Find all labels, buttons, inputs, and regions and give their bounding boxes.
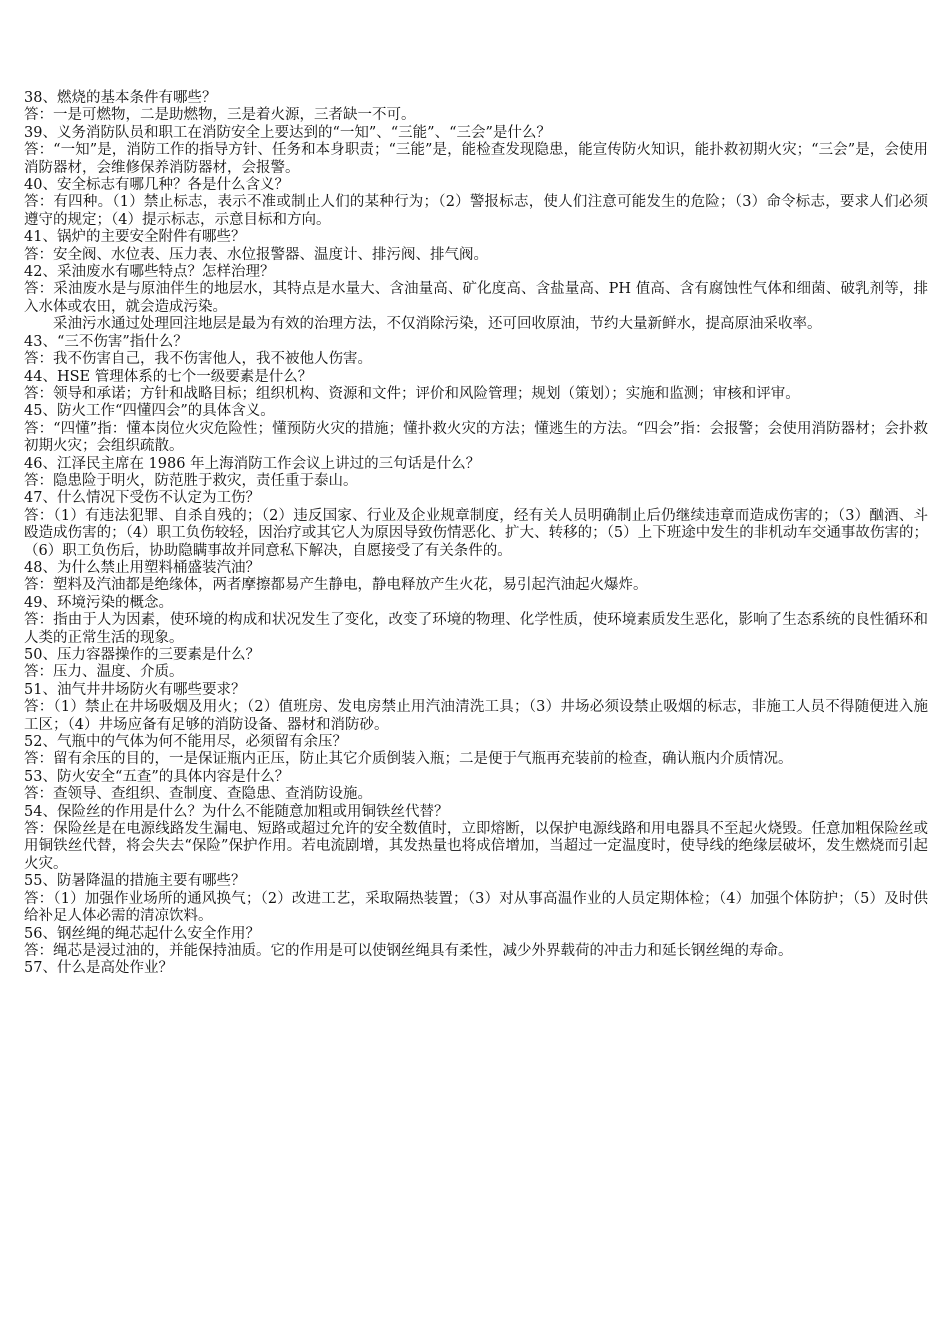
answer-paragraph: 答：保险丝是在电源线路发生漏电、短路或超过允许的安全数值时，立即熔断，以保护电源线路和用电器具不至起火烧毁。任意加粗保险丝或用铜铁丝代替，将会失去“保险”保护作用。若电流剧增，其发热量也将成倍增加，当超过一定温度时，使导线的绝缘层破坏，发生燃烧而引起火灾。 bbox=[24, 821, 928, 872]
question-heading: 42、采油废水有哪些特点？怎样治理？ bbox=[24, 264, 275, 281]
question-heading: 43、“三不伤害”指什么？ bbox=[24, 333, 188, 350]
question-heading: 50、压力容器操作的三要素是什么？ bbox=[24, 647, 260, 663]
document-page bbox=[24, 90, 928, 978]
answer-paragraph: 答：采油废水是与原油伴生的地层水，其特点是水量大、含油量高、矿化度高、含盐量高、PH 值高、含有腐蚀性气体和细菌、破乳剂等，排入水体或农田，就会造成污染。 bbox=[24, 281, 928, 315]
question-heading: 41、锅炉的主要安全附件有哪些？ bbox=[24, 229, 246, 246]
answer-paragraph: 答：“一知”是，消防工作的指导方针、任务和本身职责；“三能”是，能检查发现隐患，能宣传防火知识，能扑救初期火灾；“三会”是，会使用消防器材，会维修保养消防器材，会报警。 bbox=[24, 142, 928, 176]
answer-paragraph: 答：“四懂”指：懂本岗位火灾危险性；懂预防火灾的措施；懂扑救火灾的方法；懂逃生的方法。“四会”指：会报警；会使用消防器材；会扑救初期火灾；会组织疏散。 bbox=[24, 420, 928, 455]
answer-paragraph: 答：留有余压的目的，一是保证瓶内正压，防止其它介质倒装入瓶；二是便于气瓶再充装前的检查，确认瓶内介质情况。 bbox=[24, 751, 793, 768]
answer-paragraph: 答：（1）加强作业场所的通风换气；（2）改进工艺，采取隔热装置；（3）对从事高温作业的人员定期体检；（4）加强个体防护；（5）及时供给补足人体必需的清凉饮料。 bbox=[24, 890, 928, 925]
answer-paragraph: 答：一是可燃物，二是助燃物，三是着火源，三者缺一不可。 bbox=[24, 107, 416, 124]
question-heading: 48、为什么禁止用塑料桶盛装汽油？ bbox=[24, 559, 260, 576]
question-heading: 56、钢丝绳的绳芯起什么安全作用？ bbox=[24, 925, 260, 942]
question-heading: 51、油气井井场防火有哪些要求？ bbox=[24, 681, 246, 698]
question-heading: 47、什么情况下受伤不认定为工伤？ bbox=[24, 490, 260, 507]
question-heading: 39、义务消防队员和职工在消防安全上要达到的“一知”、“三能”、“三会”是什么？ bbox=[24, 124, 551, 141]
answer-paragraph: 答：安全阀、水位表、压力表、水位报警器、温度计、排污阀、排气阀。 bbox=[24, 246, 488, 263]
question-heading: 54、保险丝的作用是什么？为什么不能随意加粗或用铜铁丝代替？ bbox=[24, 803, 449, 820]
question-heading: 55、防暑降温的措施主要有哪些？ bbox=[24, 873, 246, 890]
question-heading: 53、防火安全“五查”的具体内容是什么？ bbox=[24, 768, 290, 785]
answer-paragraph: 答：有四种。（1）禁止标志，表示不准或制止人们的某种行为；（2）警报标志，使人们注意可能发生的危险；（3）命令标志，要求人们必须遵守的规定；（4）提示标志，示意目标和方向。 bbox=[24, 194, 928, 228]
question-heading: 44、HSE 管理体系的七个一级要素是什么？ bbox=[24, 368, 313, 385]
answer-paragraph: 答：（1）禁止在井场吸烟及用火；（2）值班房、发电房禁止用汽油清洗工具；（3）井场必须设禁止吸烟的标志，非施工人员不得随便进入施工区；（4）井场应备有足够的消防设备、器材和消防砂。 bbox=[24, 699, 928, 733]
question-heading: 46、江泽民主席在 1986 年上海消防工作会议上讲过的三句话是什么？ bbox=[24, 455, 481, 472]
answer-paragraph: 答：领导和承诺；方针和战略目标；组织机构、资源和文件；评价和风险管理；规划（策划）；实施和监测；审核和评审。 bbox=[24, 385, 800, 402]
answer-paragraph: 答：我不伤害自己，我不伤害他人，我不被他人伤害。 bbox=[24, 351, 372, 368]
answer-paragraph: 答：压力、温度、介质。 bbox=[24, 664, 184, 681]
answer-paragraph: 答：查领导、查组织、查制度、查隐患、查消防设施。 bbox=[24, 786, 372, 803]
answer-paragraph: 答：隐患险于明火，防范胜于救灾，责任重于泰山。 bbox=[24, 472, 358, 489]
question-heading: 40、安全标志有哪几种？各是什么含义？ bbox=[24, 177, 289, 194]
answer-paragraph: 答：指由于人为因素，使环境的构成和状况发生了变化，改变了环境的物理、化学性质，使环境素质发生恶化，影响了生态系统的良性循环和人类的正常生活的现象。 bbox=[24, 612, 928, 646]
answer-continuation: 采油污水通过处理回注地层是最为有效的治理方法，不仅消除污染，还可回收原油，节约大量新鲜水，提高原油采收率。 bbox=[53, 316, 822, 333]
answer-paragraph: 答：塑料及汽油都是绝缘体，两者摩擦都易产生静电，静电释放产生火花，易引起汽油起火爆炸。 bbox=[24, 577, 648, 594]
question-heading: 52、气瓶中的气体为何不能用尽，必须留有余压？ bbox=[24, 734, 347, 751]
question-heading: 38、燃烧的基本条件有哪些？ bbox=[24, 90, 217, 106]
question-heading: 57、什么是高处作业？ bbox=[24, 960, 173, 977]
question-heading: 49、环境污染的概念。 bbox=[24, 594, 173, 611]
question-heading: 45、防火工作“四懂四会”的具体含义。 bbox=[24, 403, 275, 420]
answer-paragraph: 答：绳芯是浸过油的，并能保持油质。它的作用是可以使钢丝绳具有柔性，减少外界载荷的冲击力和延长钢丝绳的寿命。 bbox=[24, 942, 793, 959]
answer-paragraph: 答：（1）有违法犯罪、自杀自残的；（2）违反国家、行业及企业规章制度，经有关人员明确制止后仍继续违章而造成伤害的；（3）酗酒、斗殴造成伤害的；（4）职工负伤较轻，因治疗或其它人为原因导致伤情恶化、扩大、转移的；（5）上下班途中发生的非机动车交通事故伤害的；（6）职工负伤后，协助隐瞒事故并同意私下解决，自愿接受了有关条件的。 bbox=[24, 507, 928, 559]
